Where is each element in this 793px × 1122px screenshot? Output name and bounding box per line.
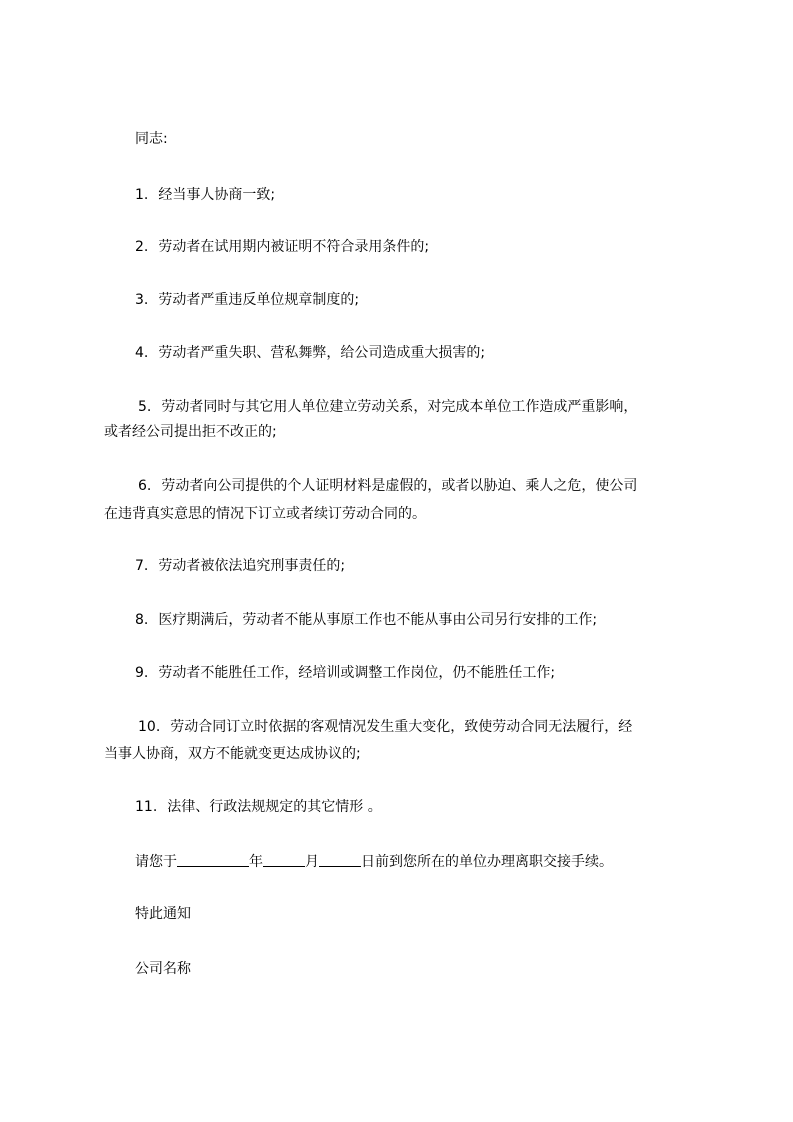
date-request-line — [135, 851, 613, 871]
list-item — [135, 798, 382, 816]
item-number: 4. — [135, 345, 149, 361]
item-text-continuation: 在违背真实意思的情况下订立或者续订劳动合同的。 — [104, 506, 426, 522]
request-prefix: 请您于 — [135, 854, 177, 870]
list-item — [135, 344, 485, 362]
item-text: 劳动者在试用期内被证明不符合录用条件的; — [158, 239, 430, 255]
item-text: 劳动合同订立时依据的客观情况发生重大变化，致使劳动合同无法履行，经 — [170, 719, 633, 735]
list-item — [135, 557, 345, 575]
item-text: 劳动者严重失职、营私舞弊，给公司造成重大损害的; — [158, 345, 486, 361]
year-label: 年 — [249, 854, 263, 870]
list-item — [138, 477, 637, 495]
item-text: 劳动者不能胜任工作，经培训或调整工作岗位，仍不能胜任工作; — [158, 665, 556, 681]
item-text-continuation: 当事人协商，双方不能就变更达成协议的; — [104, 746, 361, 762]
month-label: 月 — [305, 854, 319, 870]
list-item — [138, 398, 637, 416]
item-number: 8. — [135, 612, 149, 628]
item-number: 2. — [135, 239, 149, 255]
item-number: 9. — [135, 665, 149, 681]
list-item — [135, 291, 359, 309]
month-blank — [263, 852, 305, 867]
list-item — [135, 611, 597, 629]
day-blank — [319, 852, 361, 867]
item-number: 7. — [135, 558, 149, 574]
list-item — [135, 664, 555, 682]
year-blank — [177, 852, 249, 867]
item-text: 劳动者被依法追究刑事责任的; — [158, 558, 346, 574]
item-number: 5. — [138, 399, 152, 415]
item-number: 11. — [135, 799, 158, 815]
item-text: 经当事人协商一致; — [158, 187, 276, 203]
request-suffix: 日前到您所在的单位办理离职交接手续。 — [361, 854, 613, 870]
item-text: 劳动者向公司提供的个人证明材料是虚假的，或者以胁迫、乘人之危，使公司 — [161, 478, 638, 494]
list-item — [138, 718, 632, 736]
item-number: 10. — [138, 719, 161, 735]
greeting: 同志: — [135, 131, 168, 147]
item-text: 医疗期满后，劳动者不能从事原工作也不能从事由公司另行安排的工作; — [158, 612, 598, 628]
item-text: 法律、行政法规规定的其它情形 。 — [167, 799, 382, 815]
notice-text: 特此通知 — [135, 906, 191, 922]
company-name: 公司名称 — [135, 961, 191, 977]
item-text: 劳动者同时与其它用人单位建立劳动关系，对完成本单位工作造成严重影响， — [161, 399, 638, 415]
item-text: 劳动者严重违反单位规章制度的; — [158, 292, 360, 308]
item-number: 1. — [135, 187, 149, 203]
list-item — [135, 238, 429, 256]
item-number: 6. — [138, 478, 152, 494]
item-text-continuation: 或者经公司提出拒不改正的; — [104, 424, 277, 440]
list-item — [135, 186, 275, 204]
item-number: 3. — [135, 292, 149, 308]
